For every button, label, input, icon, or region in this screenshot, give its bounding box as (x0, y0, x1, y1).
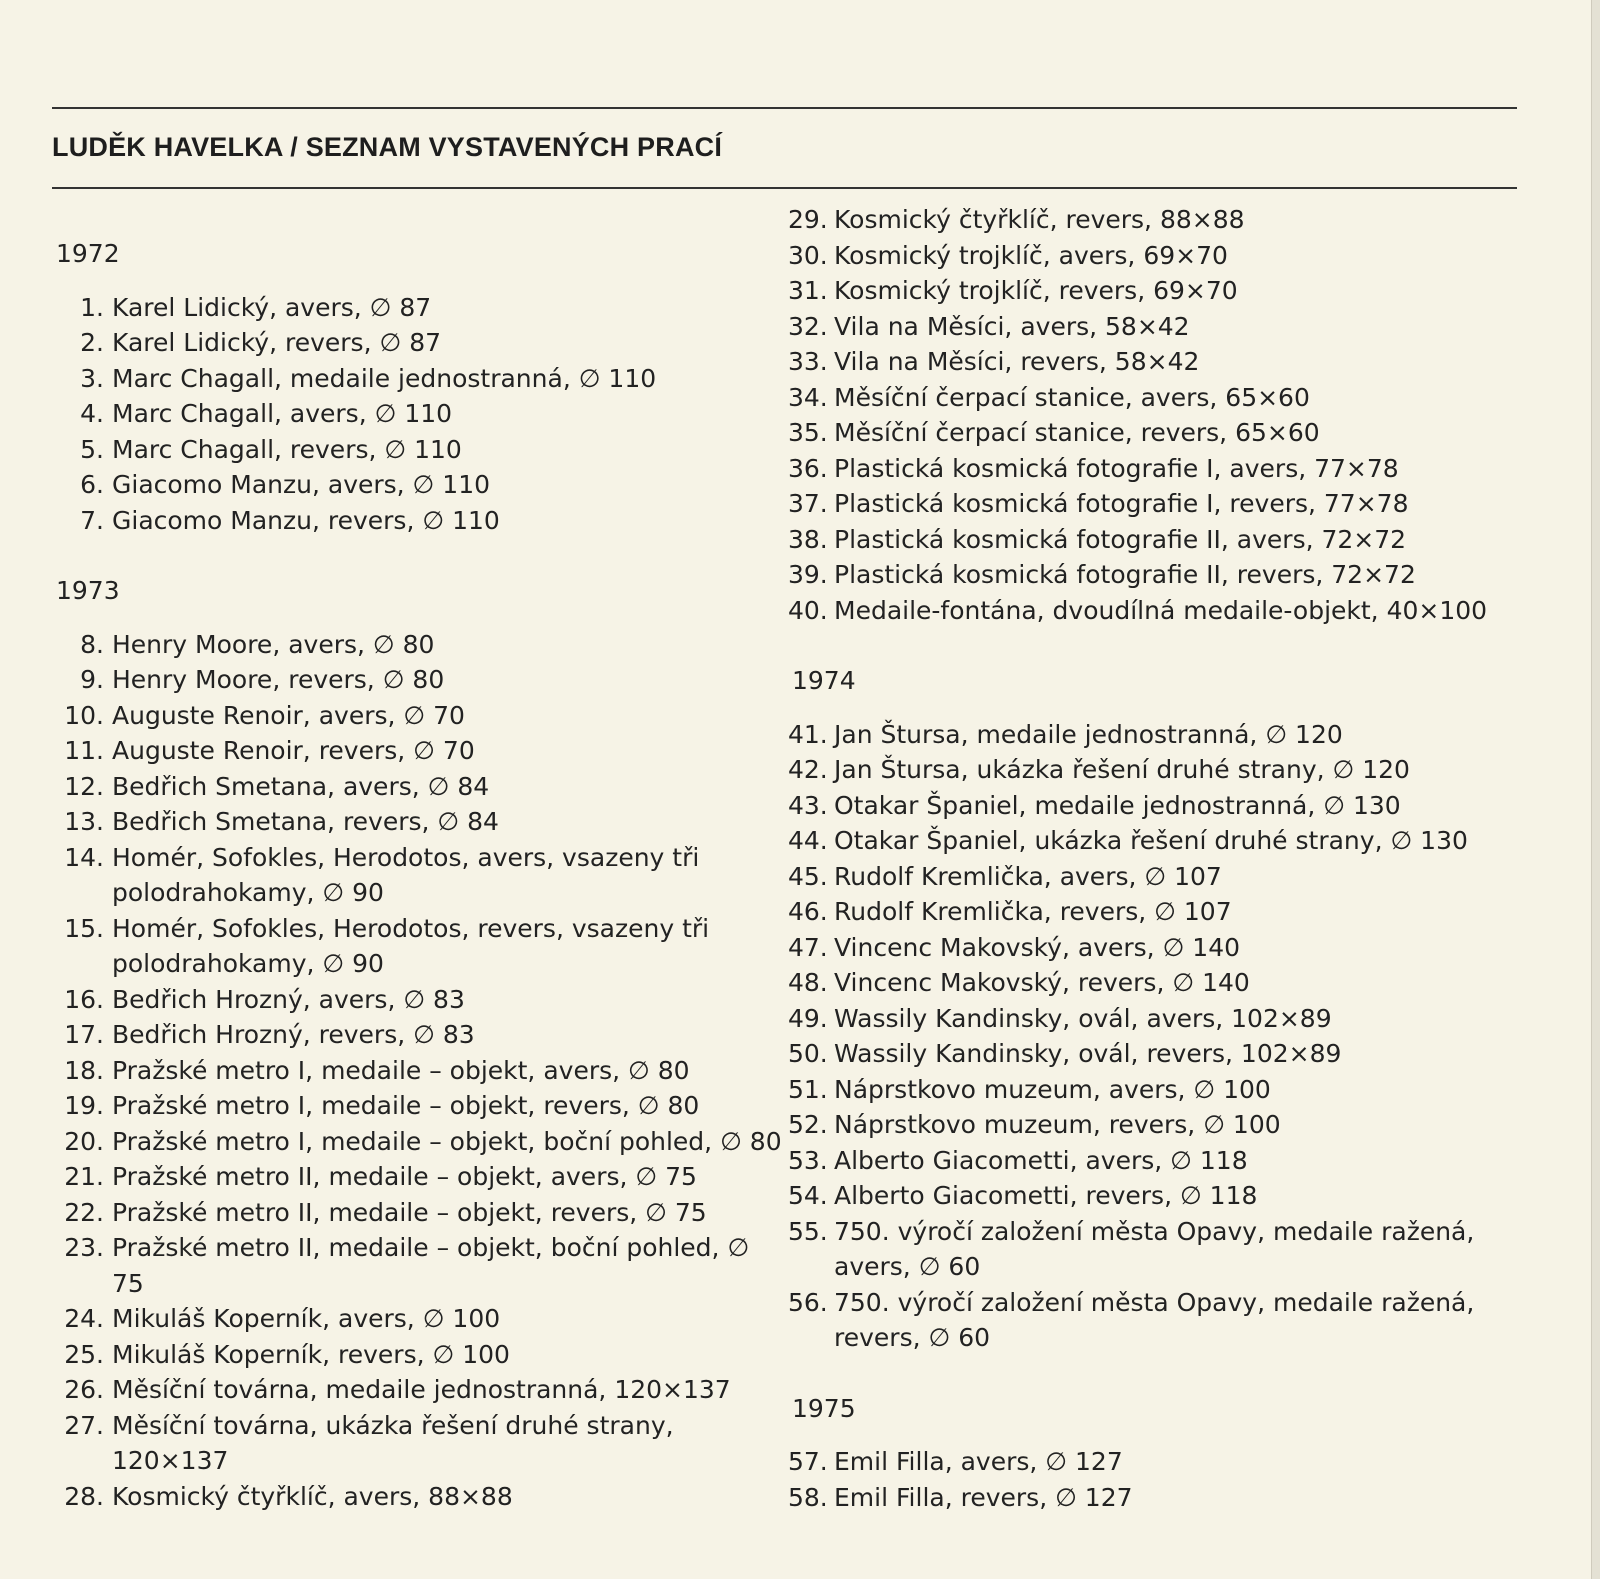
item-text: Jan Štursa, medaile jednostranná, ∅ 120 (834, 719, 1343, 749)
list-item (788, 1143, 1528, 1179)
item-text: Bedřich Hrozný, avers, ∅ 83 (112, 984, 465, 1014)
item-text: Karel Lidický, avers, ∅ 87 (112, 292, 432, 322)
list-item (52, 1301, 782, 1337)
item-text: 750. výročí založení města Opavy, medaile ražená, revers, ∅ 60 (834, 1287, 1475, 1352)
item-text: Giacomo Manzu, revers, ∅ 110 (112, 505, 500, 535)
item-number: 58. (788, 1482, 828, 1512)
list-item (52, 1372, 782, 1408)
item-text: Alberto Giacometti, avers, ∅ 118 (834, 1145, 1248, 1175)
list-item (788, 309, 1528, 345)
item-number: 52. (788, 1110, 828, 1139)
list-item (52, 1053, 782, 1089)
list-item (52, 982, 782, 1018)
item-number: 40. (788, 595, 828, 625)
year-heading: 1972 (56, 239, 120, 268)
item-number: 54. (788, 1181, 828, 1210)
year-heading: 1973 (56, 576, 120, 605)
list-item (52, 1337, 782, 1373)
item-number: 23. (64, 1233, 104, 1262)
item-number: 27. (64, 1410, 104, 1440)
item-text: Kosmický čtyřklíč, avers, 88×88 (112, 1481, 513, 1511)
item-text: Vincenc Makovský, revers, ∅ 140 (834, 968, 1250, 997)
item-number: 39. (788, 560, 828, 589)
item-text: Henry Moore, revers, ∅ 80 (112, 665, 445, 694)
item-number: 6. (80, 470, 104, 499)
list-item (788, 522, 1528, 558)
list-item (52, 1124, 782, 1160)
list-item (788, 1107, 1528, 1143)
list-item (52, 1017, 782, 1053)
item-text: 750. výročí založení města Opavy, medaile ražená, avers, ∅ 60 (834, 1216, 1475, 1281)
item-text: Vila na Měsíci, revers, 58×42 (834, 347, 1200, 376)
item-number: 48. (788, 968, 828, 997)
item-text: Měsíční továrna, medaile jednostranná, 120×137 (112, 1375, 731, 1404)
item-number: 20. (64, 1126, 104, 1156)
item-text: Otakar Španiel, medaile jednostranná, ∅ 130 (834, 790, 1401, 820)
page-edge (1591, 0, 1600, 1579)
item-text: Wassily Kandinsky, ovál, avers, 102×89 (834, 1003, 1332, 1033)
item-text: Marc Chagall, avers, ∅ 110 (112, 399, 453, 428)
item-number: 55. (788, 1216, 828, 1246)
item-text: Plastická kosmická fotografie I, revers, 77×78 (834, 489, 1409, 518)
section-gap (788, 1356, 1528, 1391)
list-item (52, 1088, 782, 1124)
left-column (52, 236, 782, 1514)
item-number: 57. (788, 1447, 828, 1476)
item-number: 41. (788, 719, 828, 749)
item-text: Homér, Sofokles, Herodotos, avers, vsazeny tři polodrahokamy, ∅ 90 (112, 842, 700, 907)
list-item (788, 930, 1528, 966)
right-column (788, 202, 1528, 1515)
item-number: 34. (788, 382, 828, 412)
list-item (788, 1178, 1528, 1214)
list-item (52, 662, 782, 698)
list-item (52, 840, 782, 911)
list-item (52, 911, 782, 982)
list-item (52, 432, 782, 468)
item-number: 30. (788, 240, 828, 270)
list-item (52, 698, 782, 734)
item-text: Pražské metro II, medaile – objekt, avers, ∅ 75 (112, 1162, 697, 1191)
list-item (788, 451, 1528, 487)
item-text: Auguste Renoir, revers, ∅ 70 (112, 736, 475, 765)
top-rule (52, 107, 1517, 109)
list-item (788, 894, 1528, 930)
year-gap (52, 609, 782, 627)
list-item (52, 290, 782, 326)
item-number: 25. (64, 1339, 104, 1369)
item-text: Homér, Sofokles, Herodotos, revers, vsazeny tři polodrahokamy, ∅ 90 (112, 913, 710, 978)
list-item (788, 238, 1528, 274)
section-gap (52, 538, 782, 573)
page-title: LUDĚK HAVELKA / SEZNAM VYSTAVENÝCH PRACÍ (52, 132, 723, 162)
item-text: Kosmický trojklíč, revers, 69×70 (834, 276, 1238, 305)
item-text: Wassily Kandinsky, ovál, revers, 102×89 (834, 1039, 1342, 1068)
item-text: Měsíční továrna, ukázka řešení druhé strany, 120×137 (112, 1410, 674, 1475)
list-item (788, 788, 1528, 824)
item-text: Rudolf Kremlička, revers, ∅ 107 (834, 897, 1232, 926)
list-item (788, 1072, 1528, 1108)
item-text: Medaile-fontána, dvoudílná medaile-objekt, 40×100 (834, 595, 1488, 625)
item-number: 10. (64, 700, 104, 730)
item-number: 2. (80, 328, 104, 357)
item-number: 43. (788, 790, 828, 820)
list-item (52, 396, 782, 432)
list-item (788, 344, 1528, 380)
item-text: Náprstkovo muzeum, avers, ∅ 100 (834, 1074, 1271, 1104)
item-text: Otakar Španiel, ukázka řešení druhé strany, ∅ 130 (834, 826, 1468, 855)
list-item (52, 627, 782, 663)
item-text: Plastická kosmická fotografie II, avers, 72×72 (834, 524, 1407, 554)
item-number: 14. (64, 842, 104, 872)
list-item (788, 859, 1528, 895)
list-item (788, 1285, 1528, 1356)
item-text: Karel Lidický, revers, ∅ 87 (112, 328, 442, 357)
list-item (788, 415, 1528, 451)
list-item (788, 273, 1528, 309)
list-item (52, 733, 782, 769)
item-number: 45. (788, 861, 828, 891)
item-text: Kosmický trojklíč, avers, 69×70 (834, 240, 1228, 270)
item-text: Bedřich Smetana, revers, ∅ 84 (112, 807, 499, 836)
list-item (788, 1001, 1528, 1037)
item-text: Emil Filla, revers, ∅ 127 (834, 1482, 1133, 1512)
item-number: 56. (788, 1287, 828, 1317)
item-text: Rudolf Kremlička, avers, ∅ 107 (834, 861, 1222, 891)
list-item (788, 380, 1528, 416)
item-number: 26. (64, 1375, 104, 1404)
item-number: 28. (64, 1481, 104, 1511)
item-number: 9. (80, 665, 104, 694)
item-text: Plastická kosmická fotografie II, revers, 72×72 (834, 560, 1416, 589)
item-number: 22. (64, 1197, 104, 1227)
item-text: Auguste Renoir, avers, ∅ 70 (112, 700, 465, 730)
item-text: Bedřich Hrozný, revers, ∅ 83 (112, 1020, 475, 1049)
item-number: 46. (788, 897, 828, 926)
item-text: Plastická kosmická fotografie I, avers, 77×78 (834, 453, 1399, 483)
item-text: Pražské metro I, medaile – objekt, revers, ∅ 80 (112, 1091, 700, 1120)
item-number: 33. (788, 347, 828, 376)
item-number: 16. (64, 984, 104, 1014)
item-text: Giacomo Manzu, avers, ∅ 110 (112, 470, 491, 499)
item-number: 38. (788, 524, 828, 554)
item-number: 3. (80, 363, 104, 393)
item-number: 4. (80, 399, 104, 428)
item-number: 19. (64, 1091, 104, 1120)
list-item (788, 1036, 1528, 1072)
item-number: 15. (64, 913, 104, 943)
item-number: 42. (788, 755, 828, 784)
item-text: Alberto Giacometti, revers, ∅ 118 (834, 1181, 1258, 1210)
list-item (52, 1230, 782, 1301)
item-text: Pražské metro II, medaile – objekt, boční pohled, ∅ 75 (112, 1233, 750, 1298)
list-item (52, 503, 782, 539)
item-number: 18. (64, 1055, 104, 1085)
item-number: 7. (80, 505, 104, 535)
item-number: 32. (788, 311, 828, 341)
item-number: 53. (788, 1145, 828, 1175)
list-item (788, 1444, 1528, 1480)
item-text: Pražské metro I, medaile – objekt, boční pohled, ∅ 80 (112, 1126, 782, 1156)
item-number: 24. (64, 1304, 104, 1333)
item-number: 36. (788, 453, 828, 483)
list-item (52, 804, 782, 840)
section-gap (788, 628, 1528, 663)
item-number: 50. (788, 1039, 828, 1068)
list-item (788, 1214, 1528, 1285)
item-number: 44. (788, 826, 828, 855)
list-item (52, 467, 782, 503)
list-item (52, 1408, 782, 1479)
item-number: 21. (64, 1162, 104, 1191)
list-item (788, 1480, 1528, 1516)
item-number: 51. (788, 1074, 828, 1104)
item-text: Mikuláš Koperník, avers, ∅ 100 (112, 1304, 501, 1333)
list-item (52, 1479, 782, 1515)
item-text: Bedřich Smetana, avers, ∅ 84 (112, 771, 490, 801)
item-text: Emil Filla, avers, ∅ 127 (834, 1447, 1123, 1476)
item-number: 11. (64, 736, 104, 765)
item-number: 49. (788, 1003, 828, 1033)
list-item (788, 717, 1528, 753)
item-text: Měsíční čerpací stanice, revers, 65×60 (834, 418, 1320, 447)
year-gap (788, 699, 1528, 717)
item-number: 17. (64, 1020, 104, 1049)
item-number: 37. (788, 489, 828, 518)
year-gap (788, 1426, 1528, 1444)
item-number: 13. (64, 807, 104, 836)
item-text: Pražské metro I, medaile – objekt, avers, ∅ 80 (112, 1055, 690, 1085)
list-item (788, 965, 1528, 1001)
item-text: Mikuláš Koperník, revers, ∅ 100 (112, 1339, 510, 1369)
item-number: 5. (80, 434, 104, 464)
item-number: 47. (788, 932, 828, 962)
list-item (52, 325, 782, 361)
year-heading: 1974 (792, 666, 856, 695)
item-number: 31. (788, 276, 828, 305)
item-text: Pražské metro II, medaile – objekt, revers, ∅ 75 (112, 1197, 707, 1227)
item-text: Vincenc Makovský, avers, ∅ 140 (834, 932, 1241, 962)
item-number: 35. (788, 418, 828, 447)
list-item (788, 823, 1528, 859)
list-item (788, 752, 1528, 788)
year-gap (52, 272, 782, 290)
list-item (788, 593, 1528, 629)
item-number: 8. (80, 629, 104, 659)
item-number: 1. (80, 292, 104, 322)
item-text: Jan Štursa, ukázka řešení druhé strany, ∅ 120 (834, 755, 1410, 784)
list-item (52, 1195, 782, 1231)
list-item (788, 557, 1528, 593)
item-text: Marc Chagall, revers, ∅ 110 (112, 434, 462, 464)
list-item (52, 769, 782, 805)
list-item (52, 1159, 782, 1195)
item-text: Měsíční čerpací stanice, avers, 65×60 (834, 382, 1310, 412)
list-item (52, 361, 782, 397)
item-number: 29. (788, 205, 828, 234)
list-item (788, 486, 1528, 522)
item-text: Henry Moore, avers, ∅ 80 (112, 629, 435, 659)
item-text: Náprstkovo muzeum, revers, ∅ 100 (834, 1110, 1281, 1139)
title-rule (52, 187, 1517, 189)
item-number: 12. (64, 771, 104, 801)
list-item (788, 202, 1528, 238)
item-text: Vila na Měsíci, avers, 58×42 (834, 311, 1190, 341)
item-text: Marc Chagall, medaile jednostranná, ∅ 110 (112, 363, 657, 393)
year-heading: 1975 (792, 1393, 856, 1423)
item-text: Kosmický čtyřklíč, revers, 88×88 (834, 205, 1245, 234)
